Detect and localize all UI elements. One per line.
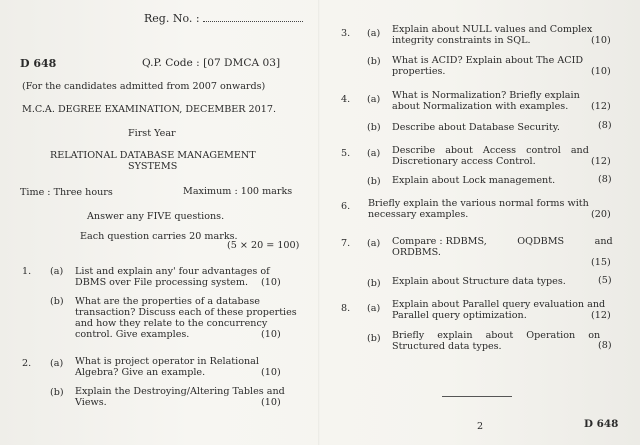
paper-code: D 648 (20, 57, 57, 70)
reg-no-label: Reg. No. : (144, 12, 200, 25)
subject-title: RELATIONAL DATABASE MANAGEMENT (50, 150, 256, 161)
question-part-label: (a) (50, 266, 64, 277)
subject-title-line2: SYSTEMS (128, 161, 178, 172)
question-part-label: (b) (50, 387, 64, 398)
exam-time: Time : Three hours (20, 187, 113, 198)
question-part-label: (a) (367, 303, 381, 314)
question-marks: (10) (261, 397, 281, 408)
question-part-label: (b) (367, 176, 381, 187)
reg-no-field (203, 21, 303, 22)
marks-formula: (5 × 20 = 100) (227, 240, 300, 251)
question-text: integrity constraints in SQL. (392, 35, 531, 46)
question-marks: (12) (591, 156, 611, 167)
question-part-label: (b) (367, 333, 381, 344)
question-part-label: (b) (367, 122, 381, 133)
qp-code: Q.P. Code : [07 DMCA 03] (142, 57, 281, 69)
question-text: properties. (392, 66, 446, 77)
question-marks: (10) (261, 329, 281, 340)
question-text: necessary examples. (368, 209, 469, 220)
exam-title: M.C.A. DEGREE EXAMINATION, DECEMBER 2017. (22, 104, 277, 115)
question-number: 3. (341, 28, 351, 39)
question-marks: (10) (591, 66, 611, 77)
question-part-label: (b) (367, 278, 381, 289)
question-part-label: (a) (367, 148, 381, 159)
instruction-answer: Answer any FIVE questions. (87, 211, 225, 222)
question-text: Explain about NULL values and Complex (392, 24, 593, 35)
candidates-note: (For the candidates admitted from 2007 onwards) (22, 81, 266, 92)
question-part-label: (a) (367, 94, 381, 105)
question-part-label: (a) (367, 238, 381, 249)
question-text: Algebra? Give an example. (75, 367, 206, 378)
question-text: Structured data types. (392, 341, 502, 352)
question-number: 6. (341, 201, 351, 212)
question-text: Briefly explain the various normal forms with (368, 198, 589, 209)
exam-max-marks: Maximum : 100 marks (183, 186, 293, 197)
question-marks: (10) (261, 277, 281, 288)
footer-paper-code: D 648 (584, 418, 619, 430)
question-text: about Normalization with examples. (392, 101, 569, 112)
question-number: 8. (341, 303, 351, 314)
question-text: control. Give examples. (75, 329, 190, 340)
question-marks: (12) (591, 101, 611, 112)
question-text: Compare : RDBMS, OQDBMS and (392, 236, 613, 247)
question-marks: (8) (598, 340, 612, 351)
question-text: Explain about Lock management. (392, 175, 556, 186)
page-number: 2 (477, 421, 484, 432)
question-number: 2. (22, 358, 32, 369)
question-marks: (10) (261, 367, 281, 378)
reg-no (144, 13, 303, 24)
question-part-label: (b) (367, 56, 381, 67)
question-text: List and explain any' four advantages of (75, 266, 270, 277)
end-rule (442, 396, 512, 397)
question-part-label: (a) (367, 28, 381, 39)
question-text: Explain about Structure data types. (392, 276, 566, 287)
question-text: Describe about Access control and (392, 145, 589, 156)
instruction-marks: Each question carries 20 marks. (80, 231, 238, 242)
question-text: Explain the Destroying/Altering Tables and (75, 386, 285, 397)
question-marks: (15) (591, 257, 611, 268)
question-text: What is project operator in Relational (75, 356, 259, 367)
question-text: Briefly explain about Operation on (392, 330, 601, 341)
question-number: 1. (22, 266, 32, 277)
question-text: ORDBMS. (392, 247, 441, 258)
question-part-label: (a) (50, 358, 64, 369)
question-marks: (8) (598, 174, 612, 185)
exam-year: First Year (128, 128, 176, 139)
question-number: 7. (341, 238, 351, 249)
question-text: Explain about Parallel query evaluation and (392, 299, 606, 310)
question-marks: (10) (591, 35, 611, 46)
question-text: What are the properties of a database (75, 296, 260, 307)
question-text: Describe about Database Security. (392, 122, 560, 133)
question-marks: (8) (598, 120, 612, 131)
question-text: Discretionary access Control. (392, 156, 536, 167)
page-fold (318, 0, 320, 445)
question-text: transaction? Discuss each of these properties (75, 307, 297, 318)
question-text: and how they relate to the concurrency (75, 318, 268, 329)
question-number: 4. (341, 94, 351, 105)
question-text: What is ACID? Explain about The ACID (392, 55, 584, 66)
question-text: Parallel query optimization. (392, 310, 527, 321)
question-marks: (12) (591, 310, 611, 321)
question-part-label: (b) (50, 296, 64, 307)
question-marks: (5) (598, 275, 612, 286)
question-text: DBMS over File processing system. (75, 277, 249, 288)
question-text: Views. (75, 397, 107, 408)
question-text: What is Normalization? Briefly explain (392, 90, 580, 101)
question-marks: (20) (591, 209, 611, 220)
question-number: 5. (341, 148, 351, 159)
